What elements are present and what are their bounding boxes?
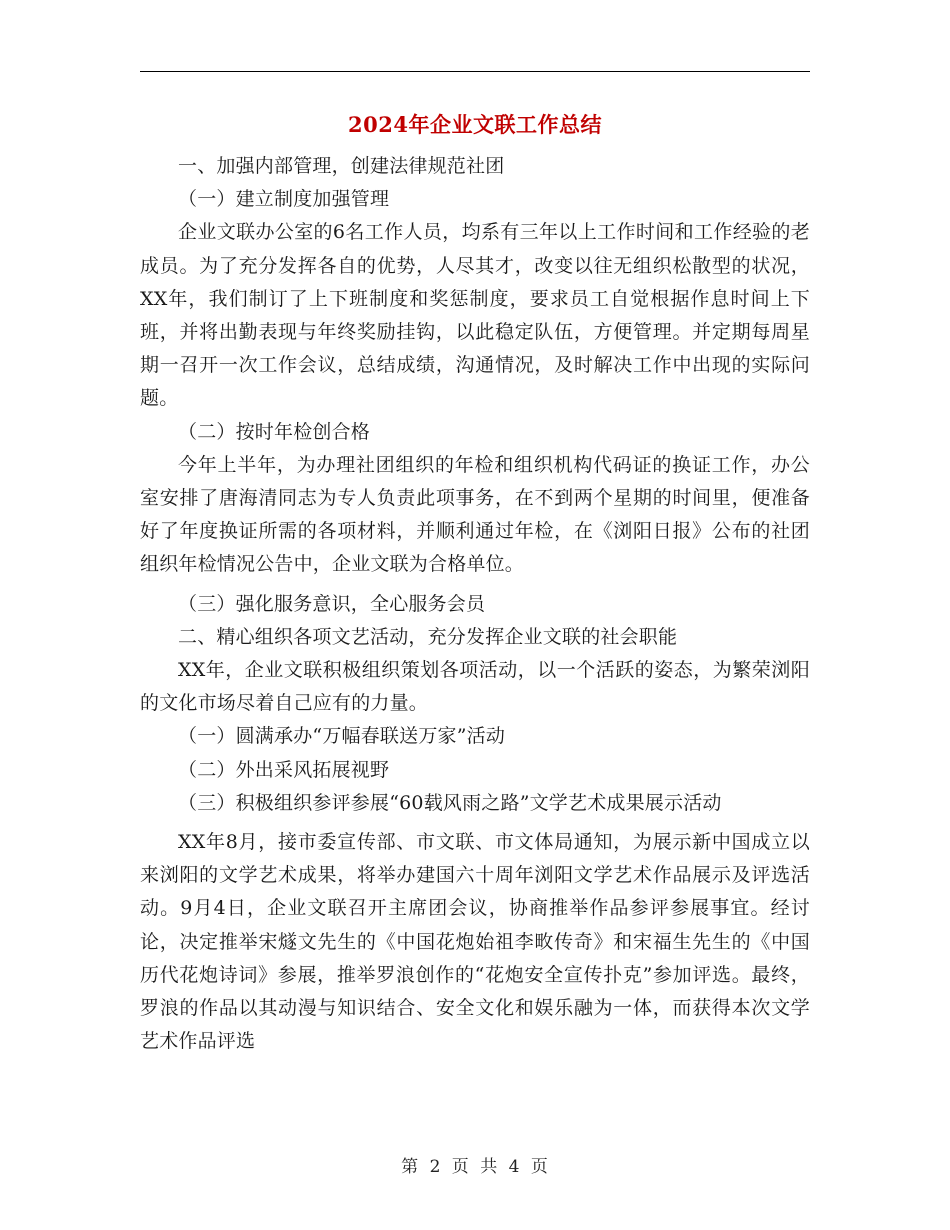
document-title: 2024年企业文联工作总结 (348, 112, 602, 137)
subheading-2-2: （二）外出采风拓展视野 (178, 758, 390, 781)
footer-mid1: 页 (451, 1157, 470, 1177)
subheading-1-3: （三）强化服务意识，全心服务会员 (178, 592, 486, 615)
subheading-1-1: （一）建立制度加强管理 (178, 188, 390, 211)
header-rule (140, 71, 810, 72)
subheading-1-2: （二）按时年检创合格 (178, 420, 371, 443)
footer-suffix: 页 (530, 1157, 549, 1177)
body-paragraph: 今年上半年，为办理社团组织的年检和组织机构代码证的换证工作，办公室安排了唐海清同志为专人负责此项事务，在不到两个星期的时间里，便准备好了年度换证所需的各项材料，并顺利通过年检，在《浏阳日报》公布的社团组织年检情况公告中，企业文联为合格单位。 (140, 453, 810, 576)
document-body (140, 104, 810, 1058)
heading-1: 一、加强内部管理，创建法律规范社团 (178, 155, 505, 177)
page-number-footer (0, 1152, 950, 1177)
footer-total-pages: 4 (508, 1157, 521, 1177)
footer-mid2: 共 (480, 1157, 499, 1177)
body-paragraph: 企业文联办公室的6名工作人员，均系有三年以上工作时间和工作经验的老成员。为了充分发挥各自的优势，人尽其才，改变以往无组织松散型的状况，XX年，我们制订了上下班制度和奖惩制度，要求员工自觉根据作息时间上下班，并将出勤表现与年终奖励挂钩，以此稳定队伍，方便管理。并定期每周星期一召开一次工作会议，总结成绩，沟通情况，及时解决工作中出现的实际问题。 (140, 221, 810, 410)
body-paragraph: XX年8月，接市委宣传部、市文联、市文体局通知，为展示新中国成立以来浏阳的文学艺术成果，将举办建国六十周年浏阳文学艺术作品展示及评选活动。9月4日，企业文联召开主席团会议，协商推举作品参评参展事宜。经讨论，决定推举宋燧文先生的《中国花炮始祖李畋传奇》和宋福生先生的《中国历代花炮诗词》参展，推举罗浪创作的“花炮安全宣传扑克”参加评选。最终，罗浪的作品以其动漫与知识结合、安全文化和娱乐融为一体，而获得本次文学艺术作品评选 (140, 831, 810, 1053)
footer-prefix: 第 (401, 1157, 420, 1177)
subheading-2-1: （一）圆满承办“万幅春联送万家”活动 (178, 725, 506, 748)
subheading-2-3: （三）积极组织参评参展“60载风雨之路”文学艺术成果展示活动 (178, 791, 722, 814)
heading-2: 二、精心组织各项文艺活动，充分发挥企业文联的社会职能 (178, 625, 678, 648)
body-paragraph: XX年，企业文联积极组织策划各项活动，以一个活跃的姿态，为繁荣浏阳的文化市场尽着自己应有的力量。 (140, 659, 810, 715)
footer-current-page: 2 (429, 1157, 442, 1177)
